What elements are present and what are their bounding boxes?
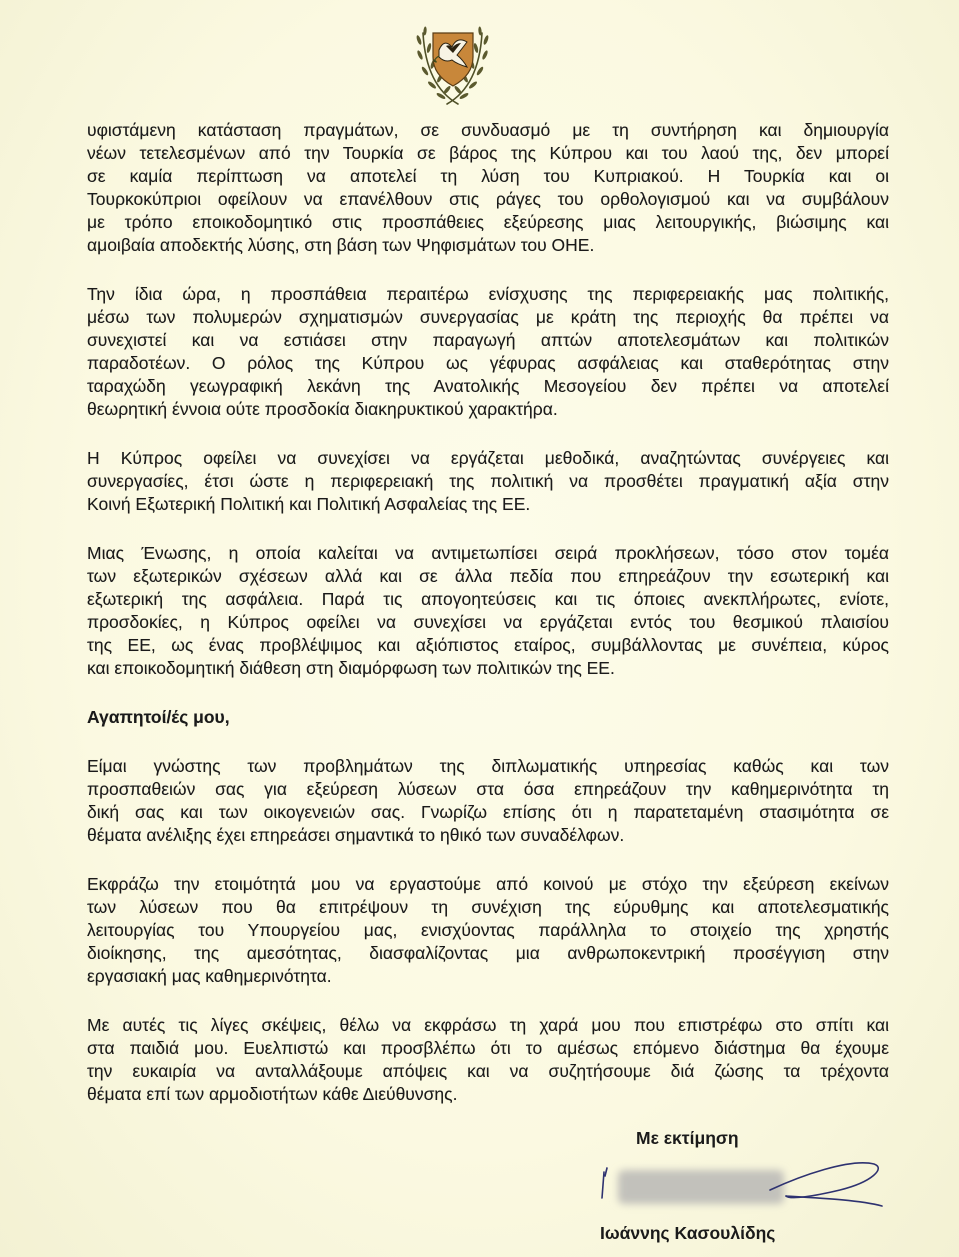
text-line: υφιστάμενη κατάσταση πραγμάτων, σε συνδυασμό με τη συντήρηση και δημιουργία — [87, 120, 889, 140]
text-line: προσπαθειών σας για εξεύρεση λύσεων στα όσα επηρεάζουν την καθημερινότητα τη — [87, 779, 889, 799]
body-paragraph — [87, 283, 889, 421]
text-line: των εξωτερικών σχέσεων αλλά και σε άλλα πεδία που επηρεάζουν την εσωτερική και — [87, 566, 889, 586]
text-line: θεωρητική έννοια ούτε προσδοκία διακηρυκτικού χαρακτήρα. — [87, 399, 558, 419]
text-line: εργασιακή μας καθημερινότητα. — [87, 966, 332, 986]
text-line: συνεχιστεί και να εστιάσει στην παραγωγή απτών αποτελεσμάτων και πολιτικών — [87, 330, 889, 350]
body-paragraph — [87, 755, 889, 847]
text-line: Μιας Ένωσης, η οποία καλείται να αντιμετωπίσει σειρά προκλήσεων, τόσο στον τομέα — [87, 543, 889, 563]
cyprus-coat-of-arms-icon — [400, 20, 506, 112]
salutation: Αγαπητοί/ές μου, — [87, 707, 230, 727]
text-line: Την ίδια ώρα, η προσπάθεια περαιτέρω ενίσχυσης της περιφερειακής μας πολιτικής, — [87, 284, 889, 304]
text-line: Κοινή Εξωτερική Πολιτική και Πολιτική Ασφαλείας της ΕΕ. — [87, 494, 531, 514]
text-line: με τρόπο εποικοδομητικό στις προσπάθειες εξεύρεσης μιας λειτουργικής, βιώσιμης και — [87, 212, 889, 232]
body-paragraph — [87, 447, 889, 516]
text-line: λειτουργίας του Υπουργείου μας, ενισχύοντας παράλληλα το στοιχείο της χρηστής — [87, 920, 889, 940]
text-line: σε καμία περίπτωση να αποτελεί τη λύση του Κυπριακού. Η Τουρκία και οι — [87, 166, 889, 186]
text-line: προσδοκίες, η Κύπρος οφείλει να συνεχίσει να εργάζεται εντός του θεσμικού πλαισίου — [87, 612, 889, 632]
letter-body — [87, 119, 889, 1132]
text-line: Τουρκοκύπριοι οφείλουν να επανέλθουν στις ράγες του ορθολογισμού και να συμβάλουν — [87, 189, 889, 209]
text-line: εξωτερική της ασφάλεια. Παρά τις απογοητεύσεις και τις όποιες ανεκπλήρωτες, ενίοτε, — [87, 589, 889, 609]
text-line: θέματα ανέλιξης έχει επηρεάσει σημαντικά το ηθικό των συναδέλφων. — [87, 825, 625, 845]
text-line: αμοιβαία αποδεκτής λύσης, στη βάση των Ψηφισμάτων του ΟΗΕ. — [87, 235, 595, 255]
text-line: παραδοτέων. Ο ρόλος της Κύπρου ως γέφυρας ασφάλειας και σταθερότητας στην — [87, 353, 889, 373]
text-line: θέματα επί των αρμοδιοτήτων κάθε Διεύθυνσης. — [87, 1084, 458, 1104]
text-line: Είμαι γνώστης των προβλημάτων της διπλωματικής υπηρεσίας καθώς και των — [87, 756, 889, 776]
body-paragraph — [87, 542, 889, 680]
text-line: Με αυτές τις λίγες σκέψεις, θέλω να εκφράσω τη χαρά μου που επιστρέφω στο σπίτι και — [87, 1015, 889, 1035]
text-line: νέων τετελεσμένων από την Τουρκία σε βάρος της Κύπρου και του λαού της, δεν μπορεί — [87, 143, 889, 163]
text-line: ταραχώδη γεωγραφική λεκάνη της Ανατολικής Μεσογείου δεν πρέπει να αποτελεί — [87, 376, 889, 396]
text-line: μέσω των πολυμερών σχηματισμών συνεργασίας με κράτη της περιοχής θα πρέπει να — [87, 307, 889, 327]
text-line: και εποικοδομητική διάθεση στη διαμόρφωση των πολιτικών της ΕΕ. — [87, 658, 615, 678]
text-line: Η Κύπρος οφείλει να συνεχίσει να εργάζεται μεθοδικά, αναζητώντας συνέργειες και — [87, 448, 889, 468]
signature-blur-mask — [618, 1170, 784, 1204]
text-line: συνεργασίες, έτσι ώστε η περιφερειακή της πολιτική να προσθέτει πραγματική αξία στην — [87, 471, 889, 491]
text-line: δική σας και των οικογενειών σας. Γνωρίζω επίσης ότι η παρατεταμένη στασιμότητα σε — [87, 802, 889, 822]
body-paragraph — [87, 873, 889, 988]
text-line: στα παιδιά μου. Ευελπιστώ και προσβλέπω ότι το αμέσως επόμενο διάστημα θα έχουμε — [87, 1038, 889, 1058]
body-paragraph — [87, 119, 889, 257]
closing-phrase: Με εκτίμηση — [636, 1128, 739, 1148]
redacted-signature — [590, 1150, 890, 1220]
text-line: των λύσεων που θα επιτρέψουν τη συνέχιση της εύρυθμης και αποτελεσματικής — [87, 897, 889, 917]
text-line: διοίκησης, της αμεσότητας, διασφαλίζοντας μια ανθρωποκεντρική προσέγγιση στην — [87, 943, 889, 963]
text-line: την ευκαιρία να ανταλλάξουμε απόψεις και να συζητήσουμε διά ζώσης τα τρέχοντα — [87, 1061, 889, 1081]
body-paragraph — [87, 1014, 889, 1106]
text-line: Εκφράζω την ετοιμότητά μου να εργαστούμε από κοινού με στόχο την εξεύρεση εκείνων — [87, 874, 889, 894]
signatory-name: Ιωάννης Κασουλίδης — [600, 1223, 776, 1243]
text-line: της ΕΕ, ως ένας προβλέψιμος και αξιόπιστος εταίρος, συμβάλλοντας με συνέπεια, κύρος — [87, 635, 889, 655]
